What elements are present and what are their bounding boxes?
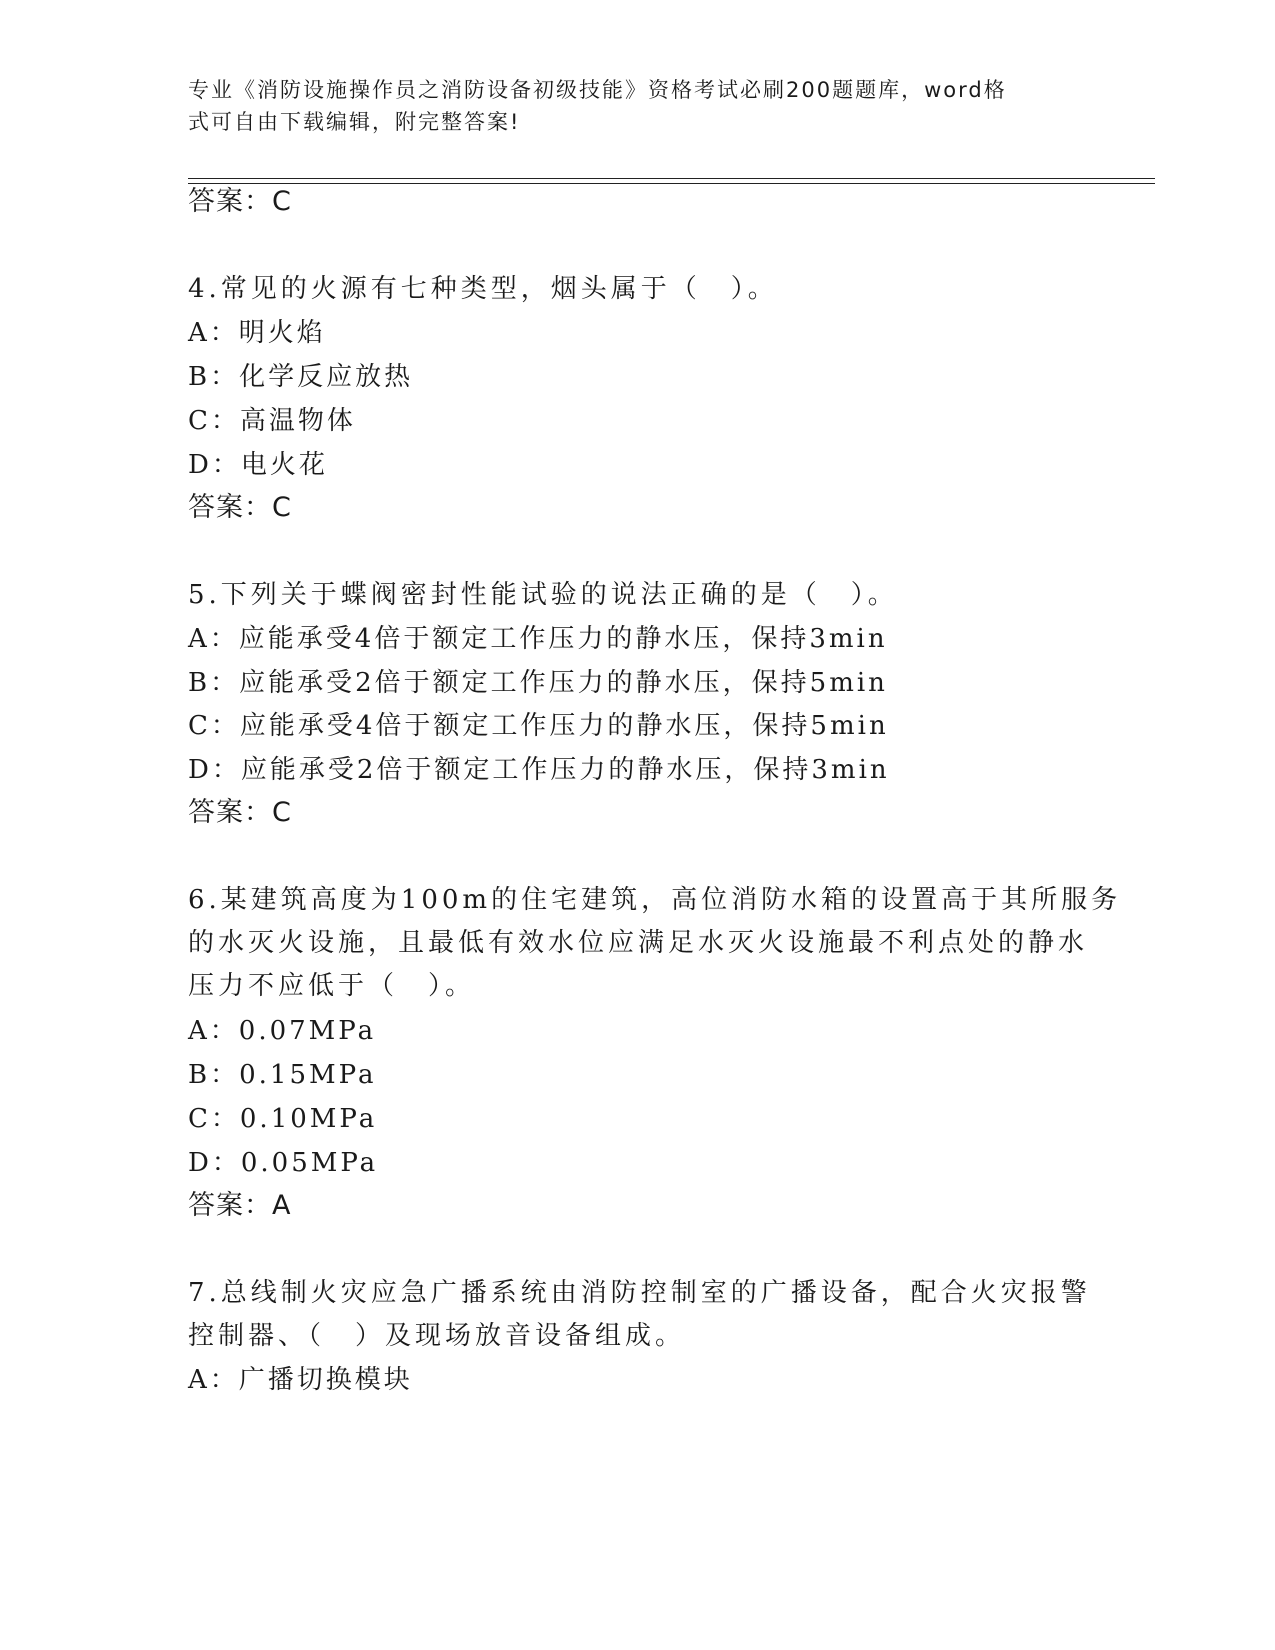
question-6-option-b: B：0.15MPa — [188, 1060, 377, 1090]
question-6-stem-line-3: 压力不应低于（ ）。 — [188, 971, 476, 1001]
question-7-stem-line-2: 控制器、（ ）及现场放音设备组成。 — [188, 1321, 686, 1351]
question-4-option-b: B：化学反应放热 — [188, 362, 414, 392]
document-header — [188, 74, 1078, 138]
question-4-option-c: C：高温物体 — [188, 406, 356, 436]
question-5-option-c: C：应能承受4倍于额定工作压力的静水压，保持5min — [188, 711, 889, 741]
header-line-1: 专业《消防设施操作员之消防设备初级技能》资格考试必刷200题题库，word格 — [188, 78, 1007, 102]
question-6-answer: 答案：A — [188, 1190, 292, 1221]
question-5-option-a: A：应能承受4倍于额定工作压力的静水压，保持3min — [188, 624, 888, 654]
header-divider-top — [188, 178, 1155, 179]
question-5-stem: 5.下列关于蝶阀密封性能试验的说法正确的是（ ）。 — [188, 580, 898, 610]
question-4-option-a: A：明火焰 — [188, 318, 326, 348]
question-4-option-d: D：电火花 — [188, 450, 328, 480]
question-5-option-b: B：应能承受2倍于额定工作压力的静水压，保持5min — [188, 668, 888, 698]
header-line-2: 式可自由下载编辑，附完整答案! — [188, 110, 521, 134]
question-4-stem: 4.常见的火源有七种类型，烟头属于（ ）。 — [188, 274, 778, 304]
question-6-stem-line-2: 的水灭火设施，且最低有效水位应满足水灭火设施最不利点处的静水 — [188, 928, 1089, 958]
answer-prev: 答案：C — [188, 186, 292, 217]
question-6-stem-line-1: 6.某建筑高度为100m的住宅建筑，高位消防水箱的设置高于其所服务 — [188, 885, 1122, 915]
header-divider-bottom — [188, 183, 1155, 184]
question-7-option-a: A：广播切换模块 — [188, 1365, 413, 1395]
question-7-stem-line-1: 7.总线制火灾应急广播系统由消防控制室的广播设备，配合火灾报警 — [188, 1278, 1091, 1308]
question-6-option-d: D：0.05MPa — [188, 1148, 379, 1178]
question-4-answer: 答案：C — [188, 492, 292, 523]
question-6-option-a: A：0.07MPa — [188, 1016, 377, 1046]
question-5-option-d: D：应能承受2倍于额定工作压力的静水压，保持3min — [188, 755, 890, 785]
question-5-answer: 答案：C — [188, 797, 292, 828]
question-6-option-c: C：0.10MPa — [188, 1104, 378, 1134]
